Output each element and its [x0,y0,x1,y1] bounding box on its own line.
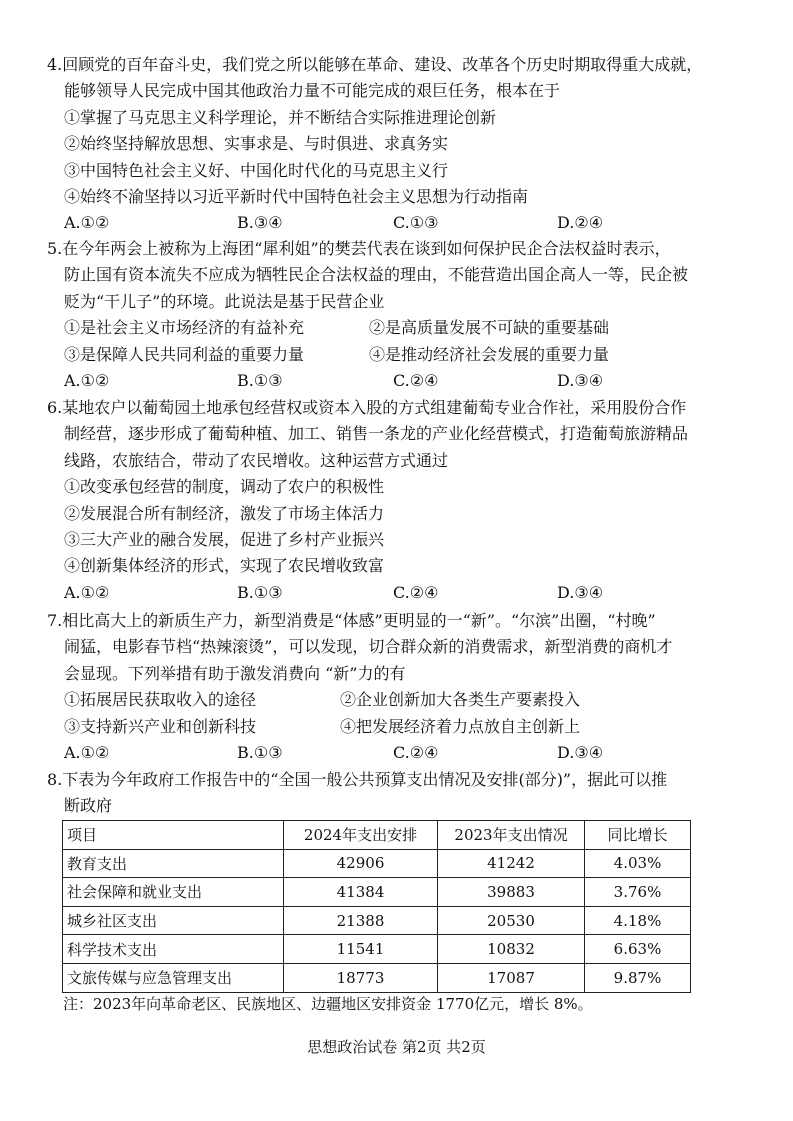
column-header: 2023年支出情况 [438,821,585,850]
answer-b: B.①③ [237,742,283,762]
question-8 [47,767,759,820]
option: ②发展混合所有制经济，激发了市场主体活力 [64,503,385,523]
table-cell: 教育支出 [63,849,284,878]
option: ②是高质量发展不可缺的重要基础 [369,318,610,338]
question-5-stem [47,236,759,315]
question-8-stem [47,767,759,820]
option: ②始终坚持解放思想、实事求是、与时俱进、求真务实 [64,134,449,154]
stem-line: 能够领导人民完成中国其他政治力量不可能完成的艰巨任务，根本在于 [64,81,561,101]
table-cell: 4.18% [585,906,691,935]
table-cell: 42906 [284,849,438,878]
table-cell: 6.63% [585,935,691,964]
column-header: 2024年支出安排 [284,821,438,850]
question-6 [47,395,759,606]
stem-line: 防止国有资本流失不应成为牺牲民企合法权益的理由，不能营造出国企高人一等，民企被 [64,265,689,285]
stem-line: 闹猛，电影春节档“热辣滚烫”，可以发现，切合群众新的消费需求，新型消费的商机才 [64,637,673,657]
answer-a: A.①② [64,370,110,390]
question-7 [47,608,759,766]
answer-b: B.①③ [237,370,283,390]
column-header: 项目 [63,821,284,850]
answer-c: C.②④ [393,582,439,602]
option: ③中国特色社会主义好、中国化时代化的马克思主义行 [64,160,449,180]
answer-a: A.①② [64,582,110,602]
table-header-row [63,821,691,850]
answer-c: C.①③ [393,213,439,233]
table-cell: 41242 [438,849,585,878]
table-cell: 20530 [438,906,585,935]
answer-a: A.①② [64,742,110,762]
option: ③是保障人民共同利益的重要力量 [64,344,305,364]
question-4 [47,52,759,237]
question-6-stem [47,395,759,474]
table-cell: 10832 [438,935,585,964]
table-cell: 11541 [284,935,438,964]
option: ③支持新兴产业和创新科技 [64,716,257,736]
answer-d: D.③④ [557,370,604,390]
page-footer: 思想政治试卷 第2页 共2页 [307,1038,486,1056]
table-cell: 41384 [284,878,438,907]
stem-line: 5.在今年两会上被称为上海团“犀利姐”的樊芸代表在谈到如何保护民企合法权益时表示， [47,239,671,258]
option: ④始终不渝坚持以习近平新时代中国特色社会主义思想为行动指南 [64,186,529,206]
table-row [63,935,691,964]
answer-choices [47,368,759,394]
option-row [47,687,759,713]
table-row [63,906,691,935]
answer-choices [47,740,759,766]
answer-b: B.①③ [237,582,283,602]
question-7-stem [47,608,759,687]
table-cell: 社会保障和就业支出 [63,878,284,907]
table-cell: 3.76% [585,878,691,907]
table-cell: 21388 [284,906,438,935]
table-cell: 城乡社区支出 [63,906,284,935]
stem-line: 线路，农旅结合，带动了农民增收。这种运营方式通过 [64,450,449,470]
answer-c: C.②④ [393,370,439,390]
table-cell: 18773 [284,963,438,992]
budget-table [62,820,691,993]
option: ①改变承包经营的制度，调动了农户的积极性 [64,477,385,497]
option: ①掌握了马克思主义科学理论，并不断结合实际推进理论创新 [64,107,497,127]
stem-line: 6.某地农户以葡萄园土地承包经营权或资本入股的方式组建葡萄专业合作社，采用股份合作 [47,398,687,417]
stem-line: 断政府 [64,796,113,816]
option-row [47,342,759,368]
table-row [63,878,691,907]
answer-a: A.①② [64,213,110,233]
table-cell: 39883 [438,878,585,907]
answer-choices [47,210,759,236]
option-row [47,714,759,740]
option: ①拓展居民获取收入的途径 [64,690,257,710]
answer-d: D.③④ [557,742,604,762]
table-cell: 科学技术支出 [63,935,284,964]
answer-d: D.②④ [557,213,604,233]
answer-choices [47,580,759,606]
question-5 [47,236,759,394]
option: ②企业创新加大各类生产要素投入 [340,690,581,710]
option: ④是推动经济社会发展的重要力量 [369,344,610,364]
stem-line: 会显现。下列举措有助于激发消费向 “新”力的有 [64,663,406,683]
option: ④把发展经济着力点放自主创新上 [340,716,581,736]
table-note: 注：2023年向革命老区、民族地区、边疆地区安排资金 1770亿元，增长 8%。 [63,995,593,1013]
stem-line: 8.下表为今年政府工作报告中的“全国一般公共预算支出情况及安排(部分)”，据此可以推 [47,770,668,789]
table-row [63,849,691,878]
option: ③三大产业的融合发展，促进了乡村产业振兴 [64,529,385,549]
option-row [47,315,759,341]
answer-d: D.③④ [557,582,604,602]
stem-line: 7.相比高大上的新质生产力，新型消费是“体感”更明显的一“新”。“尔滨”出圈，“村晚” [47,611,656,630]
table-cell: 9.87% [585,963,691,992]
table-cell: 17087 [438,963,585,992]
answer-c: C.②④ [393,742,439,762]
option: ①是社会主义市场经济的有益补充 [64,318,305,338]
table-cell: 4.03% [585,849,691,878]
stem-line: 4.回顾党的百年奋斗史，我们党之所以能够在革命、建设、改革各个历史时期取得重大成就， [47,55,703,74]
stem-line: 制经营，逐步形成了葡萄种植、加工、销售一条龙的产业化经营模式，打造葡萄旅游精品 [64,424,689,444]
table-row [63,963,691,992]
answer-b: B.③④ [237,213,283,233]
option: ④创新集体经济的形式，实现了农民增收致富 [64,556,385,576]
stem-line: 贬为“干儿子”的环境。此说法是基于民营企业 [64,291,385,311]
table-cell: 文旅传媒与应急管理支出 [63,963,284,992]
question-4-stem [47,52,759,105]
column-header: 同比增长 [585,821,691,850]
